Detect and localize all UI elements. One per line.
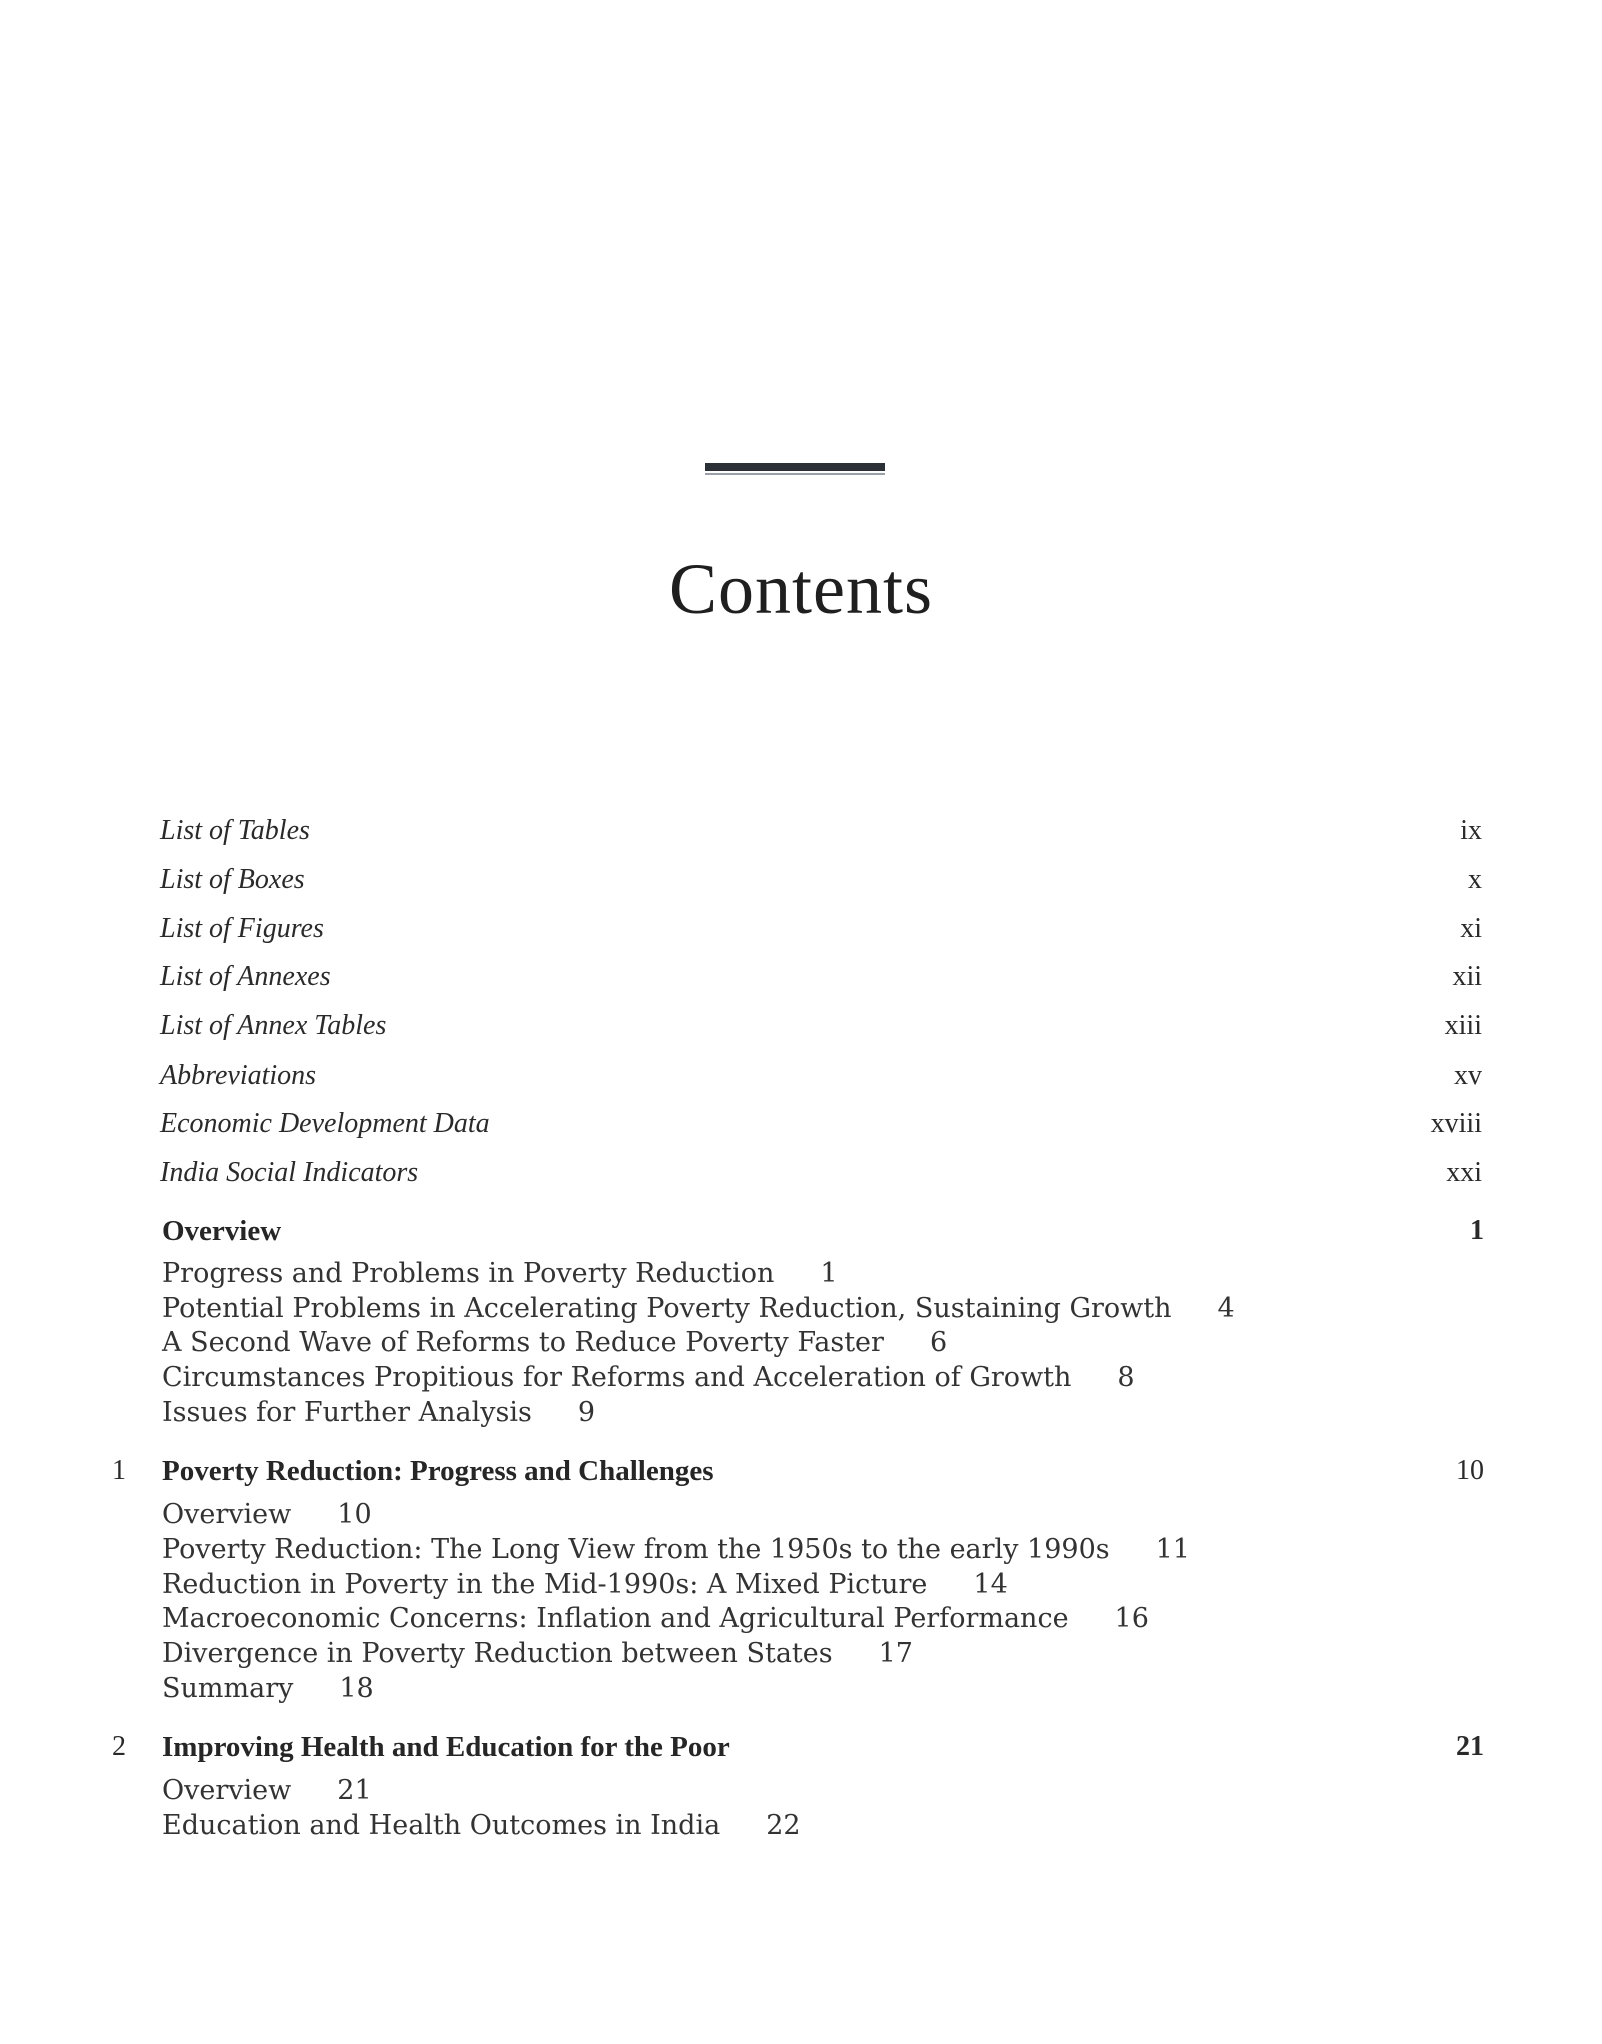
section-title: Improving Health and Education for the Poor [162, 1731, 730, 1763]
toc-subentry-label: Education and Health Outcomes in India [162, 1810, 721, 1841]
toc-subentry[interactable] [162, 1293, 1235, 1324]
section-number: 1 [112, 1455, 126, 1486]
toc-entry-page: xi [1460, 913, 1482, 944]
toc-entry-page: xviii [1430, 1108, 1482, 1139]
toc-subentry-page: 4 [1217, 1293, 1235, 1324]
toc-subentry[interactable] [162, 1673, 374, 1704]
toc-subentry-label: Poverty Reduction: The Long View from the 1950s to the early 1990s [162, 1534, 1110, 1565]
toc-entry-page: xxi [1446, 1157, 1482, 1188]
toc-subentry-page: 8 [1117, 1362, 1135, 1393]
toc-entry-page: x [1468, 864, 1482, 895]
toc-subentry[interactable] [162, 1775, 372, 1806]
toc-subentry-label: Macroeconomic Concerns: Inflation and Agricultural Performance [162, 1603, 1069, 1634]
toc-subentry[interactable] [162, 1810, 801, 1841]
toc-subentry[interactable] [162, 1499, 372, 1530]
toc-subentry[interactable] [162, 1534, 1190, 1565]
toc-subentry-page: 21 [337, 1775, 372, 1806]
toc-entry-label: List of Annexes [160, 961, 331, 992]
toc-subentry-label: Issues for Further Analysis [162, 1397, 532, 1428]
toc-subentry-page: 11 [1155, 1534, 1190, 1565]
toc-entry-label: India Social Indicators [160, 1157, 419, 1188]
toc-subentry[interactable] [162, 1569, 1008, 1600]
toc-subentry-page: 17 [878, 1638, 913, 1669]
toc-subentry-label: Reduction in Poverty in the Mid-1990s: A Mixed Picture [162, 1569, 928, 1600]
toc-subentry-page: 16 [1114, 1603, 1149, 1634]
toc-subentry-label: Summary [162, 1673, 294, 1704]
toc-subentry-label: Overview [162, 1499, 292, 1530]
toc-subentry-label: Overview [162, 1775, 292, 1806]
decorative-rule [705, 463, 885, 471]
toc-subentry-page: 6 [929, 1327, 948, 1358]
toc-subentry[interactable] [162, 1327, 947, 1358]
toc-entry-label: List of Annex Tables [160, 1010, 387, 1041]
section-page: 10 [1456, 1455, 1484, 1486]
toc-subentry[interactable] [162, 1397, 595, 1428]
toc-subentry-page: 14 [973, 1569, 1008, 1600]
section-page: 1 [1470, 1215, 1484, 1246]
toc-entry-page: xiii [1444, 1010, 1482, 1041]
decorative-rule-shadow [705, 473, 885, 475]
toc-entry-label: List of Figures [160, 913, 324, 944]
section-page: 21 [1456, 1731, 1484, 1762]
section-title: Overview [162, 1215, 282, 1247]
toc-subentry[interactable] [162, 1603, 1149, 1634]
toc-subentry-page: 18 [339, 1673, 374, 1704]
section-number: 2 [112, 1731, 126, 1762]
toc-subentry-label: Potential Problems in Accelerating Poverty Reduction, Sustaining Growth [162, 1293, 1172, 1324]
toc-subentry[interactable] [162, 1362, 1135, 1393]
toc-subentry-page: 10 [337, 1499, 372, 1530]
toc-entry-label: Economic Development Data [160, 1108, 490, 1139]
toc-entry-label: List of Boxes [160, 864, 305, 895]
section-title: Poverty Reduction: Progress and Challenges [162, 1455, 714, 1487]
toc-subentry-label: Circumstances Propitious for Reforms and Acceleration of Growth [162, 1362, 1072, 1393]
toc-entry-label: List of Tables [160, 815, 310, 846]
toc-entry-page: xii [1452, 961, 1482, 992]
toc-subentry-page: 1 [820, 1258, 838, 1289]
toc-subentry-page: 9 [577, 1397, 596, 1428]
page-title: Contents [668, 549, 933, 629]
toc-subentry-label: Divergence in Poverty Reduction between States [162, 1638, 833, 1669]
toc-entry-label: Abbreviations [160, 1060, 317, 1091]
toc-entry-page: xv [1454, 1060, 1482, 1091]
toc-subentry[interactable] [162, 1638, 913, 1669]
toc-subentry-page: 22 [766, 1810, 801, 1841]
toc-subentry-label: Progress and Problems in Poverty Reduction [162, 1258, 775, 1289]
toc-entry-page: ix [1460, 815, 1482, 846]
toc-subentry-label: A Second Wave of Reforms to Reduce Poverty Faster [162, 1327, 884, 1358]
toc-subentry[interactable] [162, 1258, 838, 1289]
